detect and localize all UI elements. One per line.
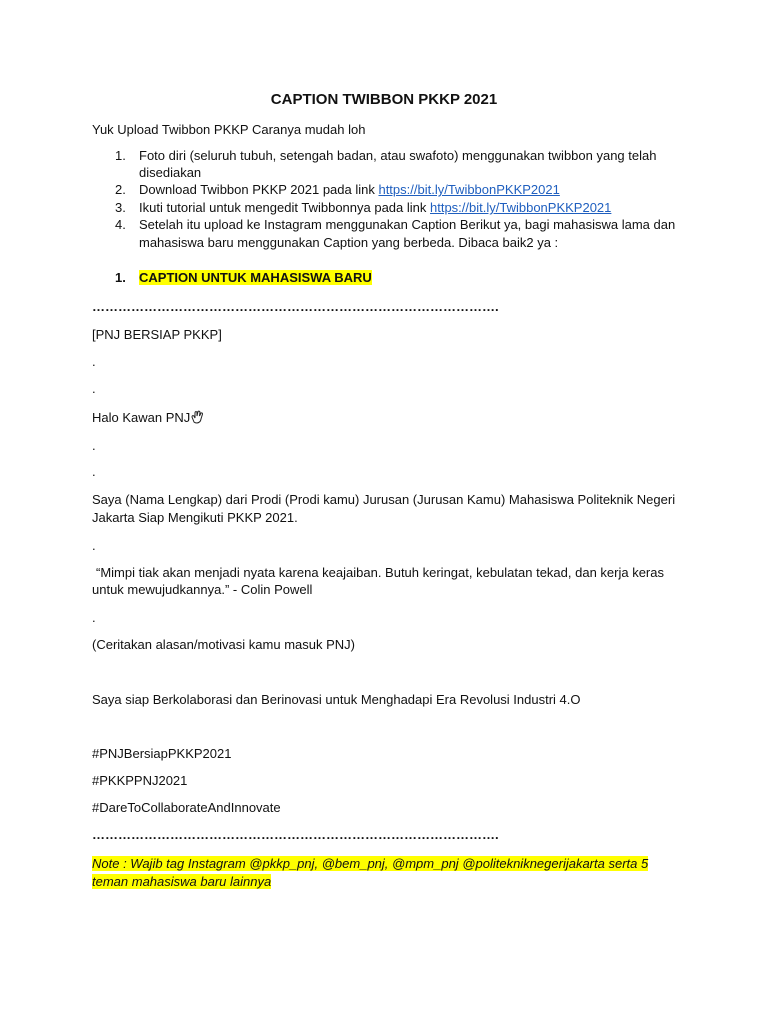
step-2-item [139,181,560,198]
step-1-text: Foto diri (seluruh tubuh, setengah badan, atau swafoto) menggunakan twibbon yang telah [139,148,657,163]
caption-dot-1: . [92,354,96,369]
section-heading [139,269,372,286]
step-3-item [139,199,611,216]
separator-bottom: …………………………………………………………………………………. [92,827,499,842]
step-2-link[interactable]: https://bit.ly/TwibbonPKKP2021 [378,182,560,197]
step-4-number: 4. [115,217,126,232]
caption-greeting-text: Halo Kawan PNJ [92,410,191,425]
note-line2 [92,873,271,890]
step-2-number: 2. [115,182,126,197]
caption-dot-2: . [92,381,96,396]
caption-greeting [92,409,206,426]
step-4-text-cont: mahasiswa baru menggunakan Caption yang berbeda. Dibaca baik2 ya : [139,235,559,250]
caption-quote-line1: “Mimpi tiak akan menjadi nyata karena keajaiban. Butuh keringat, kebulatan tekad, dan kerja keras [96,565,664,580]
step-1-number: 1. [115,148,126,163]
step-4-text: Setelah itu upload ke Instagram menggunakan Caption Berikut ya, bagi mahasiswa lama dan [139,217,676,232]
caption-intro-line1: Saya (Nama Lengkap) dari Prodi (Prodi kamu) Jurusan (Jurusan Kamu) Mahasiswa Politeknik Negeri [92,492,676,507]
step-3-text: Ikuti tutorial untuk mengedit Twibbonnya pada link [139,200,430,215]
intro-text: Yuk Upload Twibbon PKKP Caranya mudah loh [92,122,366,137]
separator-top: …………………………………………………………………………………. [92,299,499,314]
note-line1 [92,855,648,872]
caption-quote-line2: untuk mewujudkannya.” - Colin Powell [92,582,313,597]
caption-closing: Saya siap Berkolaborasi dan Berinovasi untuk Menghadapi Era Revolusi Industri 4.O [92,692,581,707]
document-title: CAPTION TWIBBON PKKP 2021 [270,91,498,108]
note-text-1: Note : Wajib tag Instagram @pkkp_pnj, @bem_pnj, @mpm_pnj @politekniknegerijakarta serta 5 [92,856,649,871]
caption-dot-4: . [92,464,96,479]
caption-intro-line2: Jakarta Siap Mengikuti PKKP 2021. [92,510,298,525]
section-number: 1. [115,270,126,285]
caption-dot-6: . [92,610,96,625]
step-3-link[interactable]: https://bit.ly/TwibbonPKKP2021 [430,200,612,215]
caption-dot-5: . [92,538,96,553]
step-2-text: Download Twibbon PKKP 2021 pada link [139,182,379,197]
caption-reason: (Ceritakan alasan/motivasi kamu masuk PNJ) [92,637,355,652]
hashtag-2: #PKKPPNJ2021 [92,773,188,788]
caption-dot-3: . [92,438,96,453]
hashtag-1: #PNJBersiapPKKP2021 [92,746,232,761]
note-text-2: teman mahasiswa baru lainnya [92,874,272,889]
section-heading-label: CAPTION UNTUK MAHASISWA BARU [139,270,372,285]
step-3-number: 3. [115,200,126,215]
caption-header: [PNJ BERSIAP PKKP] [92,327,222,342]
step-1-text-cont: disediakan [139,165,202,180]
hashtag-3: #DareToCollaborateAndInnovate [92,800,281,815]
waving-hand-icon [190,410,206,424]
